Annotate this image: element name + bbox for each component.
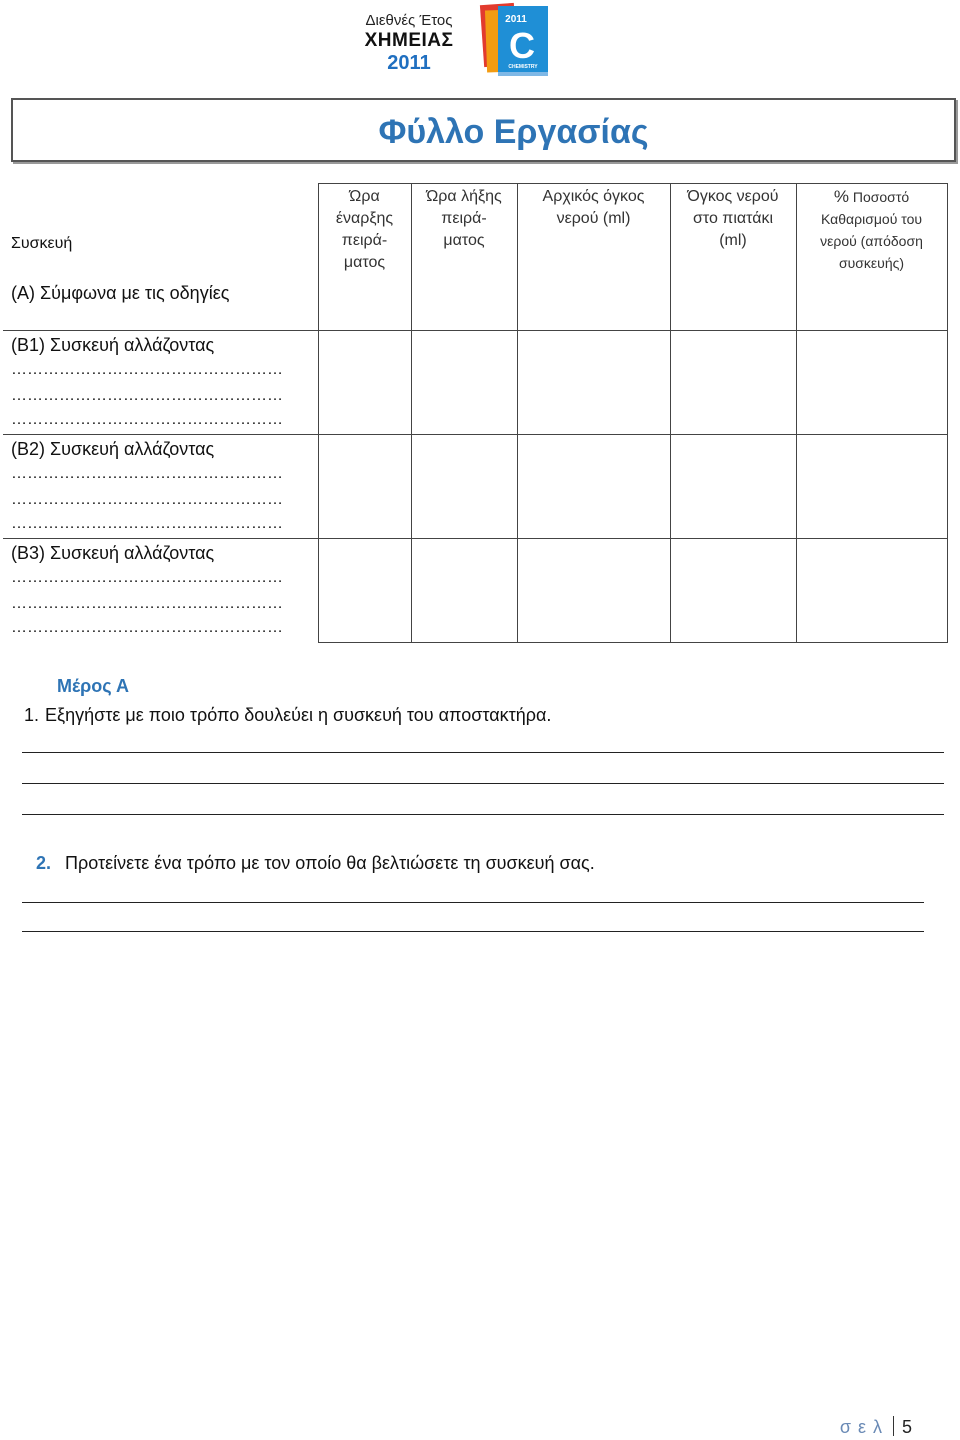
row-b2-device-cell [3, 435, 318, 539]
header-start-line-3: πειρά- [341, 232, 388, 249]
answer-line[interactable] [22, 814, 944, 815]
header-end-line-2: πειρά- [441, 210, 487, 227]
row-b2-dots-2: …………………………………………… [11, 491, 283, 508]
table-cell[interactable] [411, 435, 517, 539]
row-b2-dots-3: …………………………………………… [11, 515, 283, 532]
iyc-2011-logo [350, 0, 600, 80]
table-cell[interactable] [796, 435, 947, 539]
table-cell[interactable] [318, 539, 411, 643]
header-plate-line-2: στο πιατάκι [692, 210, 774, 227]
header-percent-line-3: νερού (απόδοση [820, 233, 923, 249]
table-row-header [3, 184, 947, 331]
header-percent [796, 184, 947, 331]
header-start-line-2: έναρξης [335, 210, 394, 227]
section-title: Μέρος Α [57, 676, 129, 696]
table-cell[interactable] [670, 435, 796, 539]
question-1-number: 1. [24, 705, 40, 725]
answer-line[interactable] [22, 902, 924, 903]
answer-line[interactable] [22, 931, 924, 932]
results-table [3, 183, 948, 643]
table-cell[interactable] [517, 435, 670, 539]
header-device-cell [3, 184, 318, 331]
table-cell[interactable] [670, 331, 796, 435]
question-2-number: 2. [36, 853, 52, 873]
chemistry-badge-icon [476, 0, 552, 80]
header-end-line-1: Ώρα λήξης [426, 188, 502, 205]
footer-divider [893, 1416, 894, 1436]
row-b3-dots-2: …………………………………………… [11, 595, 283, 612]
header-initial-volume [517, 184, 670, 331]
header-start-time [318, 184, 411, 331]
row-b1-device-cell [3, 331, 318, 435]
row-b1-dots-3: …………………………………………… [11, 411, 283, 428]
header-percent-line-1: Ποσοστό [852, 189, 910, 205]
question-2 [36, 851, 595, 875]
question-1-text: Εξηγήστε με ποιο τρόπο δουλεύει η συσκευή του αποστακτήρα. [45, 705, 552, 725]
logo-line-1: Διεθνές Έτος [365, 12, 453, 29]
row-a-label: (Α) Σύμφωνα με τις οδηγίες [11, 282, 230, 303]
table-cell[interactable] [411, 331, 517, 435]
header-plate-line-1: Όγκος νερού [687, 188, 779, 205]
logo-line-3: 2011 [387, 52, 431, 74]
header-initial-line-1: Αρχικός όγκος [542, 188, 645, 205]
header-end-time [411, 184, 517, 331]
table-cell[interactable] [411, 539, 517, 643]
row-b3-dots-3: …………………………………………… [11, 619, 283, 636]
header-initial-line-2: νερού (ml) [556, 210, 631, 227]
header-start-line-1: Ώρα [349, 188, 380, 205]
table-cell[interactable] [670, 539, 796, 643]
table-cell[interactable] [517, 539, 670, 643]
answer-line[interactable] [22, 752, 944, 753]
table-cell[interactable] [796, 331, 947, 435]
row-b3-device-cell [3, 539, 318, 643]
title-box [11, 98, 956, 162]
row-b1-dots-1: …………………………………………… [11, 361, 283, 378]
row-b2-label: (Β2) Συσκευή αλλάζοντας [11, 439, 215, 459]
table-cell[interactable] [318, 435, 411, 539]
header-plate-line-3: (ml) [719, 232, 747, 249]
footer-page-label: σελ [839, 1417, 889, 1437]
header-device: Συσκευή [11, 234, 73, 252]
page-title: Φύλλο Εργασίας [378, 113, 649, 151]
table-row [3, 331, 947, 435]
header-percent-line-4: συσκευής) [838, 255, 905, 271]
row-b3-label: (Β3) Συσκευή αλλάζοντας [11, 543, 215, 563]
row-b1-label: (Β1) Συσκευή αλλάζοντας [11, 335, 215, 355]
header-start-line-4: ματος [343, 254, 386, 271]
answer-line[interactable] [22, 783, 944, 784]
logo-text [350, 12, 468, 74]
header-plate-volume [670, 184, 796, 331]
row-b2-dots-1: …………………………………………… [11, 465, 283, 482]
row-b1-dots-2: …………………………………………… [11, 387, 283, 404]
svg-text:2011: 2011 [505, 14, 527, 25]
question-2-text: Προτείνετε ένα τρόπο με τον οποίο θα βελτιώσετε τη συσκευή σας. [65, 853, 595, 873]
table-row [3, 435, 947, 539]
table-cell[interactable] [318, 331, 411, 435]
header-percent-line-2: Καθαρισμού του [820, 211, 923, 227]
logo-line-2: ΧΗΜΕΙΑΣ [364, 30, 454, 51]
page-footer [840, 1416, 912, 1438]
row-b3-dots-1: …………………………………………… [11, 569, 283, 586]
percent-symbol: % [833, 187, 849, 206]
page-number: 5 [901, 1417, 912, 1437]
question-1 [24, 703, 551, 727]
table-cell[interactable] [517, 331, 670, 435]
svg-text:C: C [509, 25, 535, 66]
table-cell[interactable] [796, 539, 947, 643]
header-end-line-3: ματος [443, 232, 485, 249]
table-row [3, 539, 947, 643]
svg-text:CHEMISTRY: CHEMISTRY [508, 64, 538, 70]
